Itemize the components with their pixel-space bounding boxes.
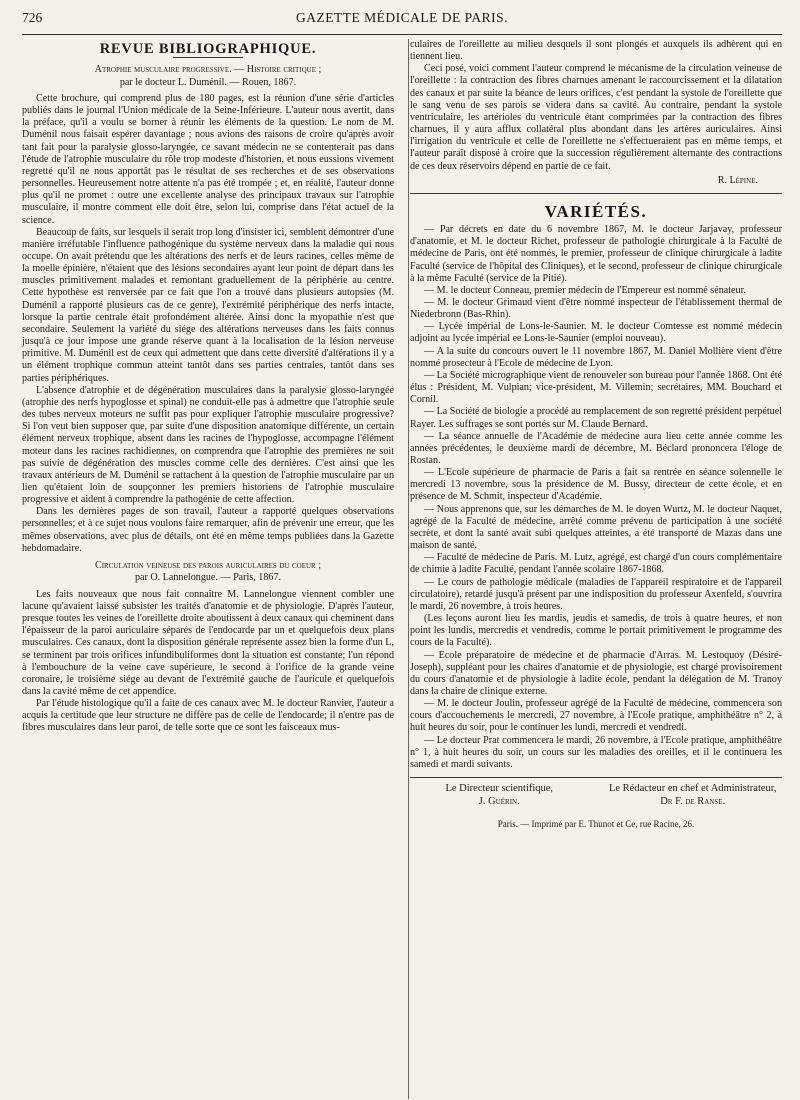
editorial-footer [410,777,782,830]
news-item: — A la suite du concours ouvert le 11 novembre 1867, M. Daniel Mollière vient d'être nommé prosecteur à l'Ecole de médecine de Lyon. [410,345,782,369]
column-divider [408,39,409,1099]
paragraph: Cette brochure, qui comprend plus de 180 pages, est la réunion d'une série d'articles publiés dans le journal l'Union médicale de la Seine-Inférieure. L'auteur nous avertit, dans la préface, qu'il a voulu se borner à réunir les éléments de la question. Le nom de M. Duménil nous faisait espérer davantage ; nous avions des raisons de croire qu'après avoir tant fait pour la paralysie glosso-laryngée, ce savant médecin ne se contenterait pas dans l'étude de l'atrophie musculaire du rôle trop modeste d'historien, et nous eussions vivement regretté qu'il ne nous apportât pas le résultat de ses recherches et de ses observations personnelles. Heureusement notre attente n'a pas été trompée ; et, en réalité, l'auteur donne plus qu'il ne promet : outre une excellente analyse des principaux travaux sur l'atrophie musculaire, il montre comment elle doit être, selon lui, comprise dans l'état actuel de la science. [22,92,394,226]
news-item: — Ecole préparatoire de médecine et de pharmacie d'Arras. M. Lestoquoy (Désiré-Joseph), suppléant pour les chaires d'anatomie et de physiologie, est chargé provisoirement du cours d'anatomie et de physiologie à ladite école, pendant la délégation de M. Tranoy dans la chaire de clinique externe. [410,649,782,697]
paragraph: Ceci posé, voici comment l'auteur comprend le mécanisme de la circulation veineuse de l'oreillette : la contraction des fibres charnues amenant le raccourcissement et la dilatation des canaux et par suite la béance de leurs orifices, c'est pendant la systole de l'oreillette que le sang venu de ses parois se videra dans sa cavité. Au contraire, pendant la systole ventriculaire, les artérioles du ventricule étant comprimées par la contraction des fibres charnues, il y aura afflux collatéral plus abondant dans les artères auriculaires. Ainsi l'irrigation du ventricule et celle de l'oreillette ne s'effectueraient pas en même temps, et l'auteur paraît disposé à croire que la succession régulièrement alternante des contractions de ces deux réservoirs dépend en partie de ce fait. [410,63,782,172]
director-role: Le Directeur scientifique, [445,783,554,795]
paragraph: Les faits nouveaux que nous fait connaître M. Lannelongue viennent combler une lacune qu'avaient laissé subsister les traités d'anatomie et de physiologie. D'après l'auteur, presque toutes les veines de l'oreillette droite aboutissent à deux canaux qui cheminent dans l'épaisseur de la paroi auriculaire séparés de l'endocarde par un et quelquefois deux plans musculaires. Ces canaux, dont la disposition générale représente assez bien la forme d'un L, se terminent par trois orifices infundibuliformes dont la situation est constante; l'un répond à l'embouchure de la veine cave supérieure, le second à l'orifice de la grande veine coronaire, le troisième siége au devant de l'extrémité gauche de l'auricule et quelquefois dans la cavité même de cet appendice. [22,588,394,697]
section-title-varietes: VARIÉTÉS. [410,193,782,218]
news-item: — La séance annuelle de l'Académie de médecine aura lieu cette année comme les années précédentes, le deuxième mardi de décembre, M. Béclard prononcera l'éloge de Rostan. [410,430,782,466]
two-column-body [22,39,782,830]
paragraph: Dans les dernières pages de son travail, l'auteur a rapporté quelques observations personnelles; et à ce sujet nous voulons faire remarquer, afin de prévenir une erreur, que les mêmes observations, avec plus de détails, ont été en même temps publiées dans la Gazette hebdomadaire. [22,506,394,554]
news-item: — La Société de biologie a procédé au remplacement de son regretté président perpétuel Rayer. Les suffrages se sont portés sur M. Claude Bernard. [410,406,782,430]
left-column [22,39,394,830]
right-column [410,39,782,830]
paragraph-continuation: culaires de l'oreillette au milieu desquels il sont plongés et auxquels ils adhèrent qui en tiennent lieu. [410,39,782,63]
news-item: — M. le docteur Joulin, professeur agrégé de la Faculté de médecine, commencera son cours d'accouchements le mercredi, 27 novembre, à l'Ecole pratique, amphithéâtre n° 2, à huit heures du soir, pour le continuer les lundi, mercredi et vendredi. [410,698,782,734]
news-item: — Par décrets en date du 6 novembre 1867, M. le docteur Jarjavay, professeur d'anatomie, et M. le docteur Richet, professeur de pathologie chirurgicale à la Faculté de médecine de Paris, ont été nommés, le premier, professeur de clinique chirurgicale à ladite Faculté (service de l'hôpital des Cliniques), et le second, professeur de clinique chirurgicale à la même Faculté (service de la Pitié). [410,224,782,284]
news-item: — Le cours de pathologie médicale (maladies de l'appareil respiratoire et de l'appareil circulatoire), retardé jusqu'à présent par une indisposition du professeur Axenfeld, s'ouvrira le mardi, 26 novembre, à trois heures. [410,576,782,612]
printer-imprint: Paris. — Imprimé par E. Thunot et Ce, rue Racine, 26. [497,819,695,830]
news-item: — L'Ecole supérieure de pharmacie de Paris a fait sa rentrée en séance solennelle le mercredi 13 novembre, sous la présidence de M. Bussy, directeur de cette école, et en présence de M. Schmit, inspecteur d'Académie. [410,467,782,503]
section-title-revue: REVUE BIBLIOGRAPHIQUE. [99,41,317,57]
page-number: 726 [22,10,43,25]
paragraph: Beaucoup de faits, sur lesquels il serait trop long d'insister ici, semblent démontrer d'une manière irréfutable l'influence pathogénique du système nerveux dans la maladie qui nous occupe. On avait prétendu que les altérations des nerfs et de leurs racines, celles même de la moelle épinière, n'étaient que des lésions secondaires ayant leur point de départ dans les muscles primitivement malades et remontant graduellement de la périphérie au centre. Cette hypothèse est renversée par ce fait que l'on a trouvé dans plusieurs autopsies (M. Duménil a rapporté plusieurs cas de ce genre), l'extrémité périphérique des nerfs intacte, lorsque la partie centrale était profondément altérée. Ainsi donc la myopathie n'est que secondaire. Seulement la variété du siége des altérations nerveuses dans les faits connus jusqu'à ce jour impose une grande réserve quant à la localisation de la lésion nerveuse primitive. M. Duménil est de ceux qui admettent que dans cette diversité d'altérations il y a un élément trophique commun atteint tantôt dans ses parties centrales, tantôt dans ses parties périphériques. [22,226,394,384]
article-heading-circulation: Circulation veineuse des parois auriculaires du coeur ; par O. Lannelongue. — Paris, 1867. [94,559,322,584]
editor-role: Le Rédacteur en chef et Administrateur, [608,783,777,795]
article-heading-atrophie: Atrophie musculaire progressive. — Histoire critique ; par le docteur L. Duménil. — Rouen, 1867. [94,64,322,88]
page-header [22,10,782,35]
news-item: — M. le docteur Conneau, premier médecin de l'Empereur est nommé sénateur. [424,284,746,296]
news-item: — Nous apprenons que, sur les démarches de M. le doyen Wurtz, M. le docteur Naquet, agrégé de la Faculté de médecine, arrêté comme prévenu de participation à une société secrète, et dont la santé avait subi quelques atteintes, a été transporté de Mazas dans une maison de santé. [410,503,782,552]
news-item: — Faculté de médecine de Paris. M. Lutz, agrégé, est chargé d'un cours complémentaire de chimie à ladite Faculté, pendant l'année scolaire 1867-1868. [410,552,782,576]
news-item: — M. le docteur Grimaud vient d'être nommé inspecteur de l'établissement thermal de Niederbronn (Bas-Rhin). [410,296,782,321]
editor-name: Dr F. de Ranse. [660,796,726,808]
news-item: — Le docteur Prat commencera le mardi, 26 novembre, à l'Ecole pratique, amphithéâtre n° 1, à huit heures du soir, un cours sur les maladies des oreilles, et il le continuera les samedi et mardi suivants. [410,734,782,770]
director-name: J. Guérin. [478,796,520,808]
news-item: — Lycée impérial de Lons-le-Saunier. M. le docteur Comtesse est nommé médecin adjoint au lycée impérial ee Lons-le-Saunier (emploi nouveau). [410,321,782,345]
journal-title: GAZETTE MÉDICALE DE PARIS. [296,10,508,25]
paragraph: L'absence d'atrophie et de dégénération musculaires dans la paralysie glosso-laryngée (atrophie des nerfs hypoglosse et spinal) ne conduit-elle pas à admettre que l'atrophie seule des tubes nerveux moteurs ne suffit pas pour expliquer l'atrophie musculaire progressive? Si l'on veut bien supposer que, par suite d'une disposition anatomique différente, un certain élément nerveux trophique, absent dans les racines de l'hypoglosse, accompagne l'élément moteur dans les racines rachidiennes, on comprendra que l'atrophie des premières ne soit pas suivie de dégénération des muscles comme celle des dernières. C'est ainsi que les travaux antérieurs de M. Duménil se rattachent à la question de l'atrophie musculaire par un lien qu'étaient loin de soupçonner les premiers historiens de l'atrophie musculaire progressive et aident à comprendre la pathogénie de cette affection. [22,384,394,506]
news-item: — La Société micrographique vient de renouveler son bureau pour l'année 1868. Ont été élus : Président, M. Vulpian; vice-président, M. Villemin; secrétaires, MM. Bouchard et Cornil. [410,369,782,406]
author-signature: R. Lépine. [717,174,758,186]
paragraph: Par l'étude histologique qu'il a faite de ces canaux avec M. le docteur Ranvier, l'auteur a acquis la certitude que leur structure ne diffère pas de celle de l'endocarde; il n'entre pas de fibres musculaires dans leur paroi, de telle sorte que ce sont les faisceaux mus- [22,698,394,734]
news-item: (Les leçons auront lieu les mardis, jeudis et samedis, de trois à quatre heures, et non point les lundis, mercredis et vendredis, comme le portait primitivement le programme des cours de la Faculté). [410,613,782,649]
